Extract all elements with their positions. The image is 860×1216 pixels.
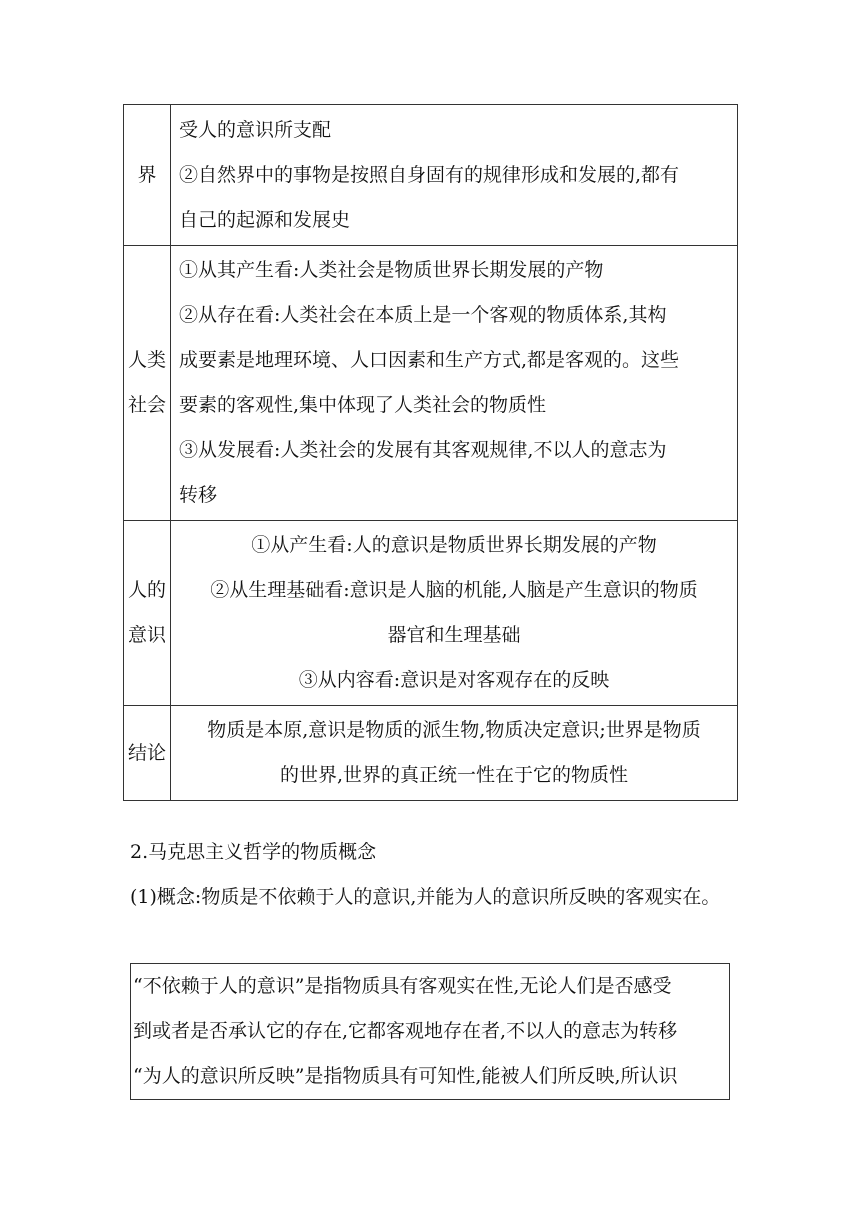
definition-paragraph: (1)概念:物质是不依赖于人的意识,并能为人的意识所反映的客观实在。 — [130, 886, 721, 908]
content-line: ③从内容看:意识是对客观存在的反映 — [298, 669, 610, 691]
content-line: ③从发展看:人类社会的发展有其客观规律,不以人的意志为 — [179, 439, 667, 461]
content-line: 要素的客观性,集中体现了人类社会的物质性 — [179, 394, 547, 416]
content-line: 器官和生理基础 — [387, 624, 521, 646]
content-line: 受人的意识所支配 — [179, 118, 332, 141]
content-line: 物质是本原,意识是物质的派生物,物质决定意识;世界是物质 — [207, 719, 701, 741]
material-unity-table — [123, 104, 738, 801]
table-row-conclusion — [124, 706, 738, 801]
content-line: ②自然界中的事物是按照自身固有的规律形成和发展的,都有 — [179, 163, 680, 186]
content-line: ①从产生看:人的意识是物质世界长期发展的产物 — [251, 534, 657, 556]
note-box — [130, 963, 730, 1100]
row-label: 界 — [124, 105, 171, 246]
row-content — [171, 706, 738, 801]
note-line: “不依赖于人的意识”是指物质具有客观实在性,无论人们是否感受 — [133, 975, 672, 997]
section-heading: 2.马克思主义哲学的物质概念 — [130, 841, 377, 863]
content-line: 自己的起源和发展史 — [179, 208, 351, 231]
note-line: 到或者是否承认它的存在,它都客观地存在者,不以人的意志为转移 — [133, 1020, 678, 1042]
row-content — [171, 105, 738, 246]
note-line: “为人的意识所反映”是指物质具有可知性,能被人们所反映,所认识 — [133, 1065, 678, 1087]
row-label: 结论 — [124, 706, 171, 801]
content-line: 成要素是地理环境、人口因素和生产方式,都是客观的。这些 — [179, 349, 680, 371]
row-content — [171, 246, 738, 521]
content-line: 的世界,世界的真正统一性在于它的物质性 — [279, 764, 629, 786]
row-label: 人类社会 — [124, 246, 171, 521]
content-line: ②从生理基础看:意识是人脑的机能,人脑是产生意识的物质 — [210, 579, 698, 601]
row-content — [171, 521, 738, 706]
content-line: 转移 — [179, 484, 218, 506]
table-row-society — [124, 246, 738, 521]
row-label: 人的意识 — [124, 521, 171, 706]
content-line: ①从其产生看:人类社会是物质世界长期发展的产物 — [179, 259, 604, 281]
table-row-consciousness — [124, 521, 738, 706]
table-row-nature — [124, 105, 738, 246]
content-line: ②从存在看:人类社会在本质上是一个客观的物质体系,其构 — [179, 304, 667, 326]
